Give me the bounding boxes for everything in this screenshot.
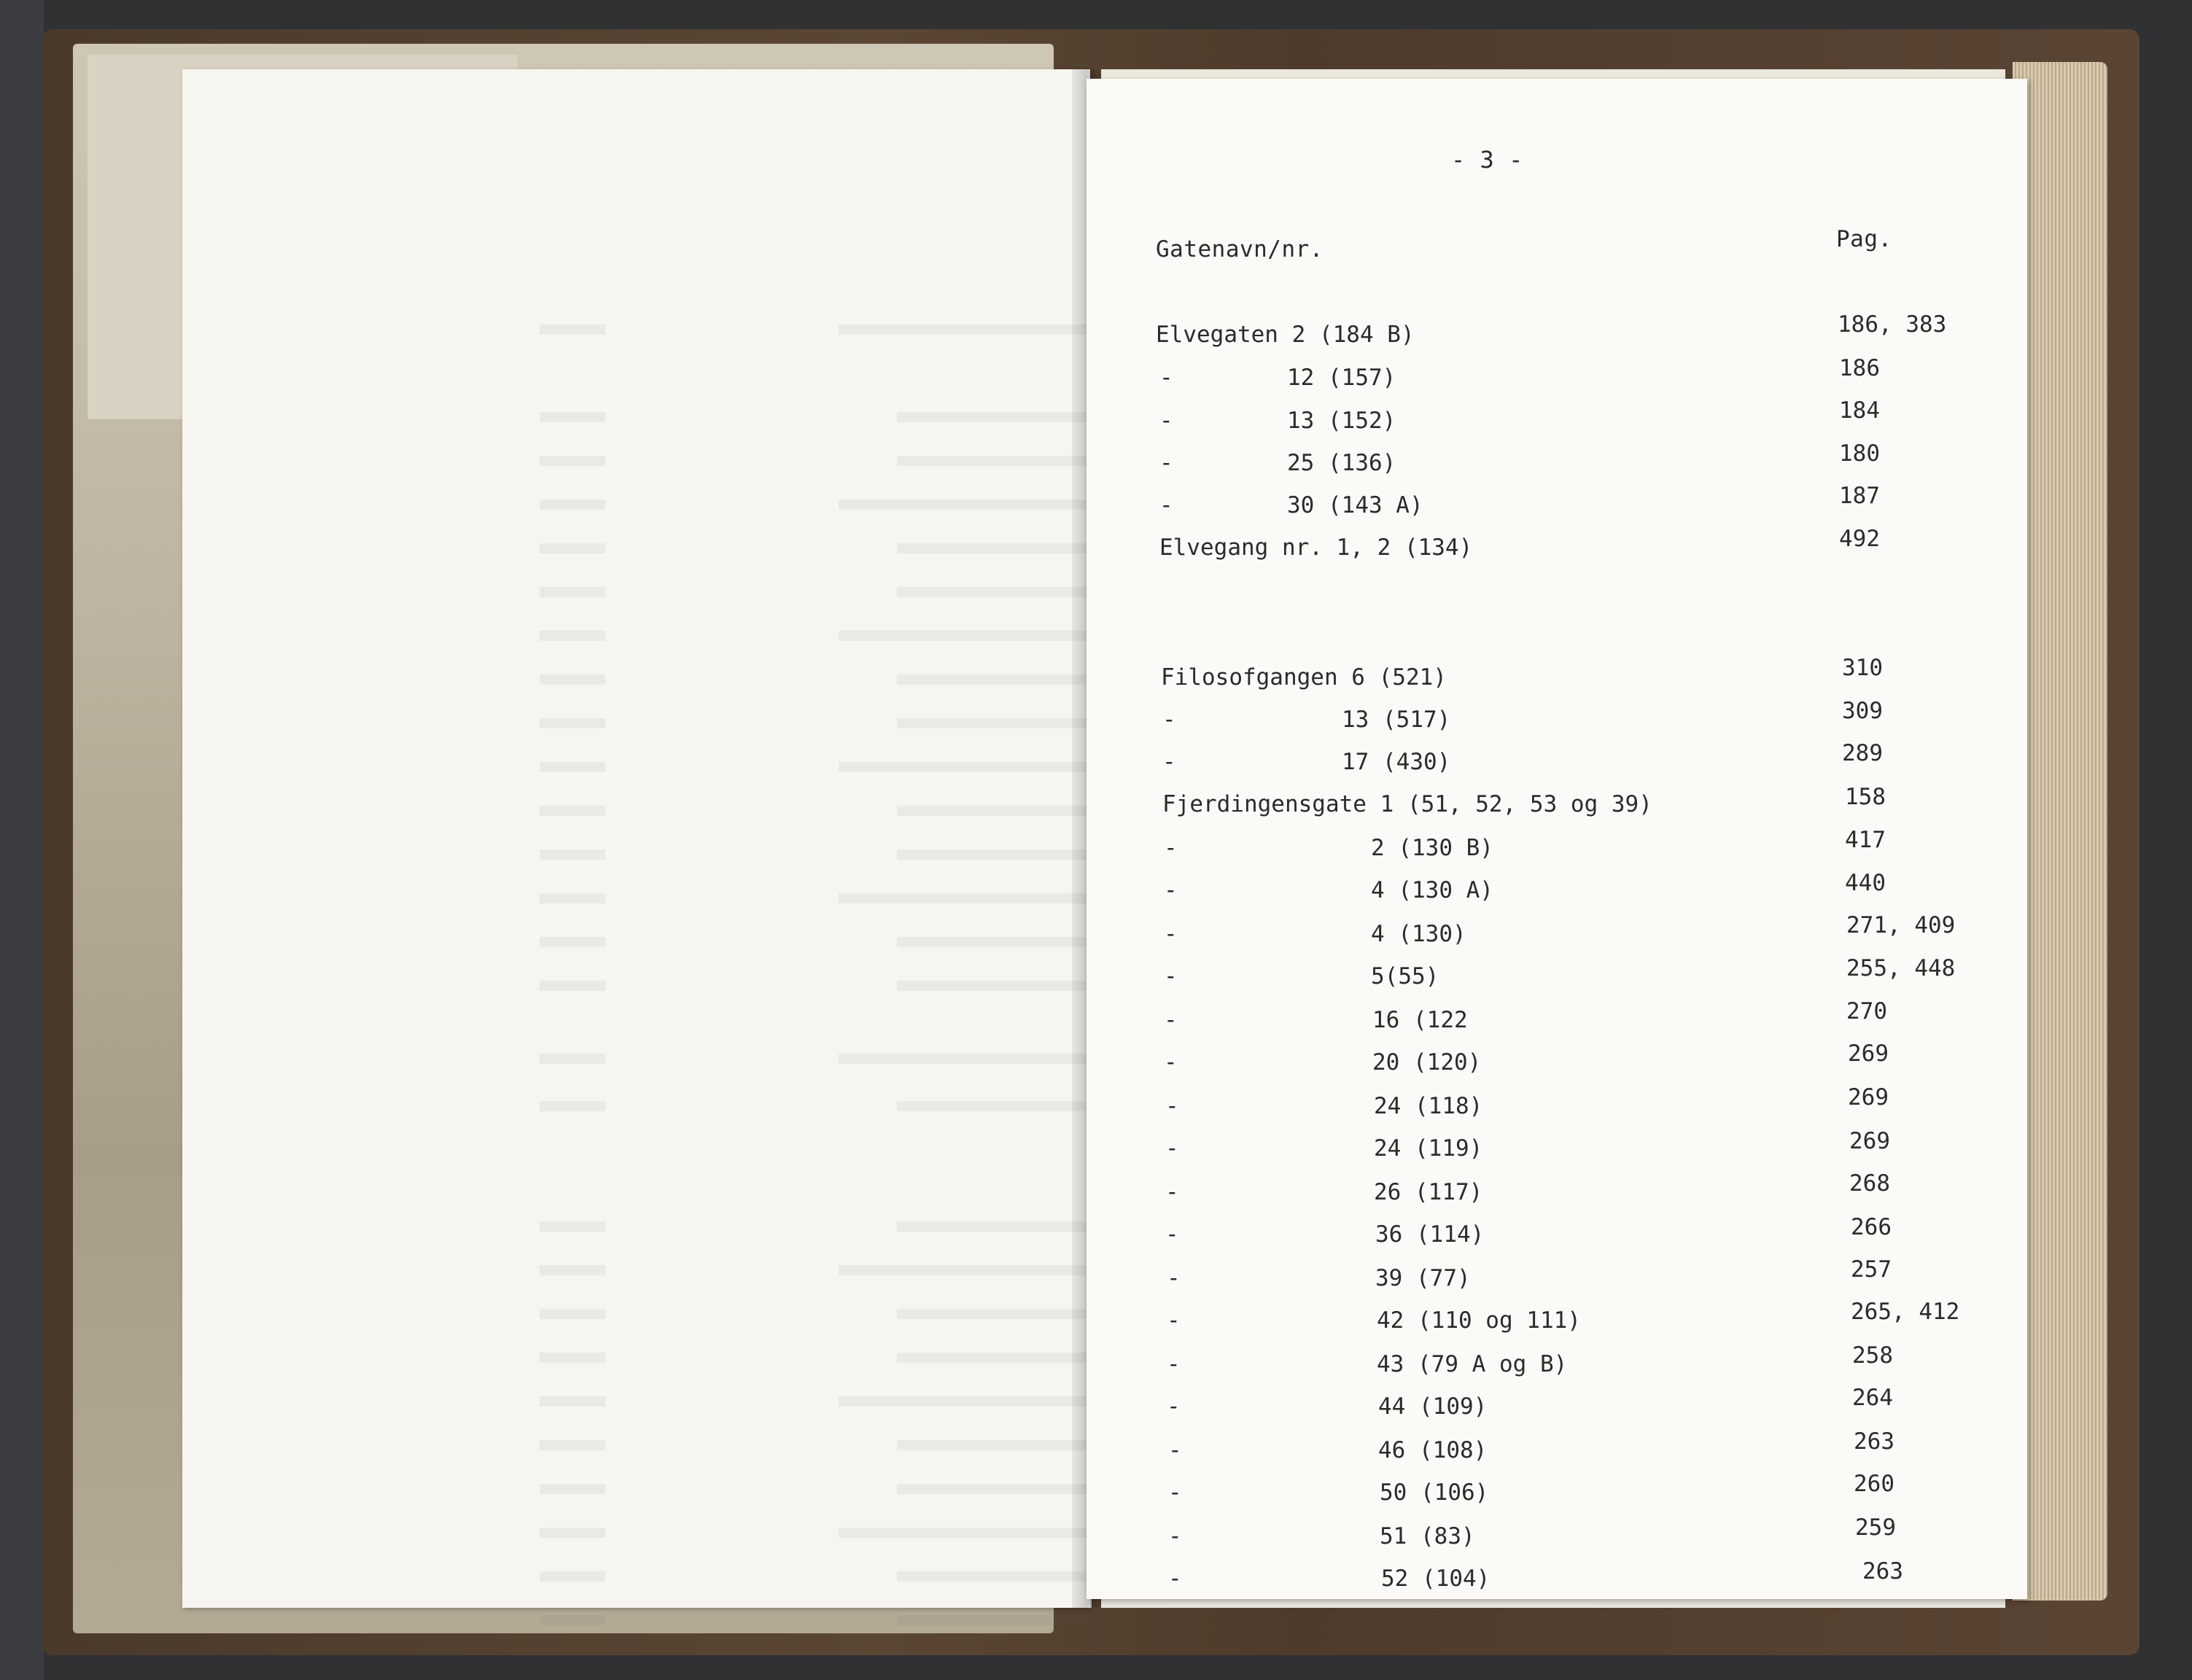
page-ref: 257 [1851, 1256, 1892, 1283]
ditto-dash: - [1167, 1307, 1181, 1334]
page-ref: 265, 412 [1851, 1299, 1960, 1325]
ditto-dash: - [1159, 365, 1173, 391]
page-ref: 310 [1842, 655, 1883, 681]
ditto-dash: - [1167, 1351, 1181, 1377]
street-entry: 12 (157) [1287, 365, 1396, 391]
show-through-mark [540, 762, 605, 772]
street-entry: 26 (117) [1374, 1179, 1483, 1205]
page-ref: 263 [1862, 1558, 1903, 1584]
page-ref: 260 [1854, 1471, 1894, 1497]
page-ref: 440 [1845, 870, 1886, 896]
ditto-dash: - [1168, 1479, 1182, 1506]
show-through-line [897, 1615, 1087, 1625]
show-through-mark [540, 587, 605, 597]
street-entry: 4 (130) [1371, 921, 1466, 947]
street-entry: 5(55) [1371, 963, 1439, 989]
street-entry: 4 (130 A) [1371, 877, 1493, 903]
show-through-mark [540, 412, 605, 422]
show-through-mark [540, 1265, 605, 1275]
street-entry: 43 (79 A og B) [1377, 1351, 1568, 1377]
show-through-line [897, 1353, 1087, 1363]
street-entry: 13 (152) [1287, 408, 1396, 434]
show-through-line [897, 456, 1087, 466]
show-through-mark [540, 1571, 605, 1582]
show-through-mark [540, 937, 605, 947]
page-ref: 309 [1842, 698, 1883, 724]
ditto-dash: - [1164, 963, 1178, 989]
show-through-line [897, 981, 1087, 991]
show-through-mark [540, 543, 605, 553]
ditto-dash: - [1168, 1566, 1182, 1592]
page-ref: 263 [1854, 1428, 1894, 1455]
show-through-mark [540, 1353, 605, 1363]
ditto-dash: - [1164, 1007, 1178, 1033]
show-through-mark [540, 1396, 605, 1407]
page-ref: 259 [1855, 1514, 1896, 1541]
show-through-line [897, 587, 1087, 597]
ditto-dash: - [1168, 1437, 1182, 1463]
ditto-dash: - [1165, 1179, 1179, 1205]
show-through-line [897, 849, 1087, 860]
ditto-dash: - [1165, 1135, 1179, 1162]
column-header-street: Gatenavn/nr. [1156, 236, 1324, 262]
ditto-dash: - [1159, 408, 1173, 434]
page-ref: 255, 448 [1846, 955, 1956, 981]
show-through-mark [540, 324, 605, 335]
show-through-mark [540, 981, 605, 991]
show-through-mark [540, 1615, 605, 1625]
street-entry: 24 (118) [1374, 1093, 1483, 1119]
page-ref: 269 [1848, 1084, 1889, 1111]
show-through-line [897, 1101, 1087, 1111]
show-through-mark [540, 1054, 605, 1064]
show-through-mark [540, 1309, 605, 1319]
show-through-mark [540, 1528, 605, 1538]
street-entry: 13 (517) [1342, 707, 1451, 733]
show-through-line [897, 674, 1087, 685]
show-through-mark [540, 456, 605, 466]
page-ref: 266 [1851, 1214, 1892, 1240]
ditto-dash: - [1162, 707, 1176, 733]
page-ref: 269 [1849, 1128, 1890, 1154]
page-ref: 492 [1839, 526, 1880, 552]
ditto-dash: - [1168, 1523, 1182, 1549]
street-entry: 46 (108) [1378, 1437, 1488, 1463]
ditto-dash: - [1164, 1049, 1178, 1076]
column-header-page: Pag. [1836, 226, 1892, 252]
street-entry: 2 (130 B) [1371, 835, 1493, 861]
page-ref: 187 [1839, 483, 1880, 509]
street-entry: 42 (110 og 111) [1377, 1307, 1581, 1334]
show-through-line [897, 806, 1087, 816]
scanner-frame [0, 0, 44, 1680]
show-through-mark [540, 718, 605, 728]
show-through-line [897, 718, 1087, 728]
street-entry: 36 (114) [1375, 1221, 1485, 1248]
street-entry: 30 (143 A) [1287, 492, 1423, 518]
page-ref: 270 [1846, 998, 1887, 1024]
ditto-dash: - [1165, 1093, 1179, 1119]
street-entry: Elvegaten 2 (184 B) [1156, 322, 1415, 348]
page-ref: 268 [1849, 1170, 1890, 1197]
page-ref: 269 [1848, 1041, 1889, 1067]
street-entry: 16 (122 [1372, 1007, 1468, 1033]
street-entry: 24 (119) [1374, 1135, 1483, 1162]
ditto-dash: - [1164, 921, 1178, 947]
show-through-mark [540, 1440, 605, 1450]
show-through-mark [540, 806, 605, 816]
show-through-line [897, 937, 1087, 947]
street-entry: Fjerdingensgate 1 (51, 52, 53 og 39) [1162, 791, 1652, 817]
street-entry: 39 (77) [1375, 1265, 1471, 1291]
street-entry: 51 (83) [1380, 1523, 1475, 1549]
show-through-mark [540, 674, 605, 685]
show-through-line [897, 1484, 1087, 1494]
ditto-dash: - [1167, 1265, 1181, 1291]
street-entry: 25 (136) [1287, 450, 1396, 476]
show-through-line [897, 1309, 1087, 1319]
show-through-mark [540, 849, 605, 860]
page-ref: 184 [1839, 397, 1880, 424]
page-ref: 271, 409 [1846, 912, 1956, 938]
street-entry: 20 (120) [1372, 1049, 1482, 1076]
street-entry: 50 (106) [1380, 1479, 1489, 1506]
show-through-line [897, 1440, 1087, 1450]
show-through-mark [540, 1484, 605, 1494]
ditto-dash: - [1159, 492, 1173, 518]
page-ref: 180 [1839, 440, 1880, 467]
page-ref: 186, 383 [1838, 311, 1947, 338]
ditto-dash: - [1164, 835, 1178, 861]
show-through-mark [540, 499, 605, 510]
street-entry: 52 (104) [1381, 1566, 1491, 1592]
street-entry: Elvegang nr. 1, 2 (134) [1159, 534, 1473, 561]
show-through-line [897, 1571, 1087, 1582]
show-through-mark [540, 631, 605, 641]
page-number: - 3 - [1451, 146, 1523, 174]
ditto-dash: - [1162, 749, 1176, 775]
show-through-mark [540, 893, 605, 903]
page-ref: 186 [1839, 355, 1880, 381]
ditto-dash: - [1164, 877, 1178, 903]
street-entry: 44 (109) [1378, 1393, 1488, 1420]
show-through-line [897, 412, 1087, 422]
street-entry: 17 (430) [1342, 749, 1451, 775]
page-ref: 158 [1845, 784, 1886, 810]
street-entry: Filosofgangen 6 (521) [1161, 664, 1447, 691]
page-ref: 417 [1845, 827, 1886, 853]
page-ref: 258 [1852, 1342, 1893, 1369]
page-ref: 289 [1842, 740, 1883, 766]
show-through-line [897, 1221, 1087, 1232]
show-through-mark [540, 1221, 605, 1232]
page-ref: 264 [1852, 1385, 1893, 1411]
left-page [182, 69, 1090, 1608]
ditto-dash: - [1167, 1393, 1181, 1420]
show-through-line [897, 543, 1087, 553]
show-through-mark [540, 1101, 605, 1111]
ditto-dash: - [1165, 1221, 1179, 1248]
ditto-dash: - [1159, 450, 1173, 476]
